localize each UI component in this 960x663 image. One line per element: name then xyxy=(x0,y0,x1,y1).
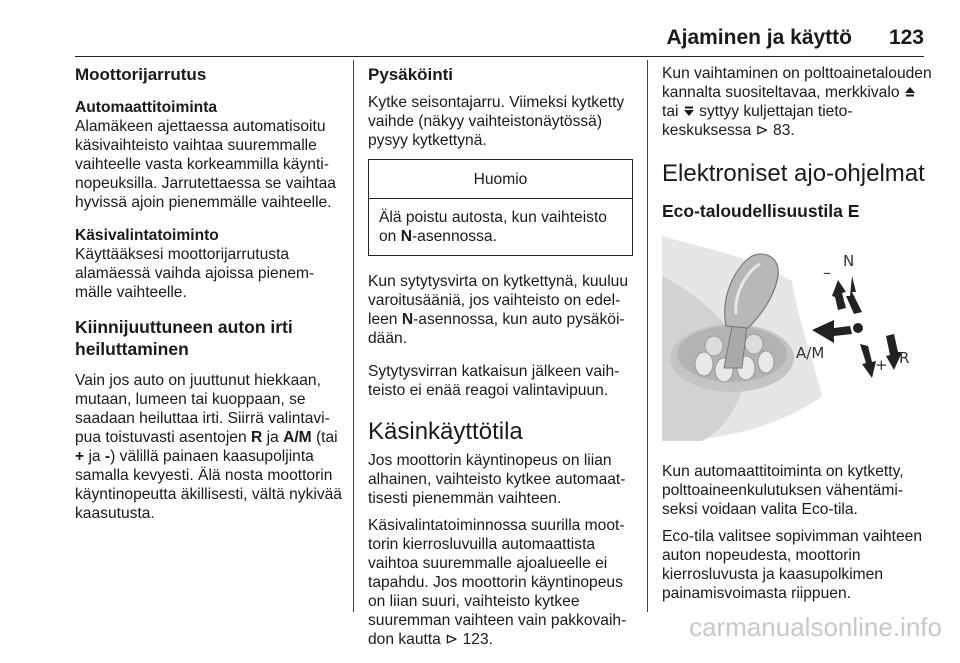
paragraph-parking: Kytke seisontajarru. Viimeksi kytketty vaihde (näkyy vaihteistonäytössä) pysyy kytkettynä. xyxy=(368,94,625,149)
label-r: R xyxy=(899,349,910,367)
shift-up-icon xyxy=(904,86,916,98)
header-rule xyxy=(75,56,924,57)
note-body: Älä poistu autosta, kun vaihteisto on N-asennossa. xyxy=(379,209,607,245)
gear-selector-illustration xyxy=(662,236,932,441)
page-number: 123 xyxy=(888,26,924,49)
page-ref-icon: ⊳ xyxy=(445,631,459,648)
watermark: carmanualsonline.info xyxy=(689,612,942,642)
gear-plus: + xyxy=(75,448,85,465)
paragraph-ignition-warning: Kun sytytysvirta on kytkettynä, kuuluu varoitusääniä, jos vaihteisto on edelleen N-asennossa, kun auto pysäköidään. xyxy=(368,273,629,347)
heading-parking: Pysäköinti xyxy=(368,65,454,84)
gear-am: A/M xyxy=(283,429,312,446)
subheading-manual-mode: Käsivalintatoiminto xyxy=(75,227,219,244)
note-title: Huomio xyxy=(369,160,632,199)
paragraph-low-speed: Jos moottorin käyntinopeus on liian alhainen, vaihteisto kytkee automaattisesti pienemmän vaihteen. xyxy=(368,452,626,507)
column-2 xyxy=(368,64,633,663)
heading-manual-mode: Käsinkäyttötila xyxy=(368,418,523,445)
paragraph-eco-activate: Kun automaattitoiminta on kytketty, polttoaineenkulutuksen vähentämiseksi voidaan valita Eco-tila. xyxy=(662,463,904,518)
label-am: A/M xyxy=(796,344,825,362)
label-n: N xyxy=(843,252,855,270)
note-box xyxy=(368,159,633,256)
subheading-automatic-mode: Automaattitoiminta xyxy=(75,99,218,116)
column-1 xyxy=(75,64,345,537)
section-title: Ajaminen ja käyttö xyxy=(666,26,852,49)
heading-electronic-programs: Elektroniset ajo-ohjelmat xyxy=(662,160,925,187)
page-ref-link[interactable]: 123 xyxy=(462,631,489,648)
paragraph-automatic-mode: Alamäkeen ajettaessa automatisoitu käsivaihteisto vaihtaa suuremmalle vaihteelle vasta korkeammilla käyntinopeuksilla. Jarrutettaessa se vaihtaa hyvissä ajoin pienemmälle vaihteelle. xyxy=(75,118,336,211)
column-3 xyxy=(662,64,932,617)
column-divider-1 xyxy=(353,60,354,612)
paragraph-shift-indicator: Kun vaihtaminen on polttoainetalouden kannalta suositeltavaa, merkkivalo tai syttyy kuljettajan tietokeskuksessa ⊳ 83. xyxy=(662,65,932,139)
label-plus: + xyxy=(875,356,888,374)
heading-rocking-vehicle: Kiinnijuuttuneen auton irti heiluttaminen xyxy=(75,317,293,359)
paragraph-rocking-vehicle: Vain jos auto on juuttunut hiekkaan, mutaan, lumeen tai kuoppaan, se saadaan heiluttaa irti. Siirrä valintavipua toistuvasti asentojen R ja A/M (tai + ja -) välillä painaen kaasupoljinta samalla kevyesti. Älä nosta moottorin käyntinopeutta äkillisesti, vältä nykivää kaasutusta. xyxy=(75,372,342,522)
heading-engine-braking: Moottorijarrutus xyxy=(75,65,207,84)
page-ref-link[interactable]: 83 xyxy=(773,122,791,139)
column-divider-2 xyxy=(647,60,648,612)
paragraph-ignition-off: Sytytysvirran katkaisun jälkeen vaihteisto ei enää reagoi valintavipuun. xyxy=(368,363,620,399)
gear-minus: - xyxy=(104,448,111,465)
page-header xyxy=(0,0,960,58)
paragraph-high-rpm: Käsivalintatoiminnossa suurilla moottorin kierrosluvuilla automaattista vaihtoa suuremmalle ajoalueelle ei tapahdu. Jos moottorin käyntinopeus on liian suuri, vaihteisto kytkee suuremman vaihteen vain pakkovaihdon kautta ⊳ 123. xyxy=(368,517,627,648)
gear-r: R xyxy=(250,429,263,446)
heading-eco-mode: Eco-taloudellisuustila E xyxy=(662,201,860,221)
page-ref-icon: ⊳ xyxy=(755,122,769,139)
label-minus: – xyxy=(823,263,831,282)
shift-down-icon xyxy=(683,105,695,117)
paragraph-manual-mode: Käyttääksesi moottorijarrutusta alamäessä vaihda ajoissa pienemmälle vaihteelle. xyxy=(75,246,315,301)
paragraph-eco-description: Eco-tila valitsee sopivimman vaihteen auton nopeudesta, moottorin kierrosluvusta ja kaasupolkimen painamisvoimasta riippuen. xyxy=(662,528,923,602)
